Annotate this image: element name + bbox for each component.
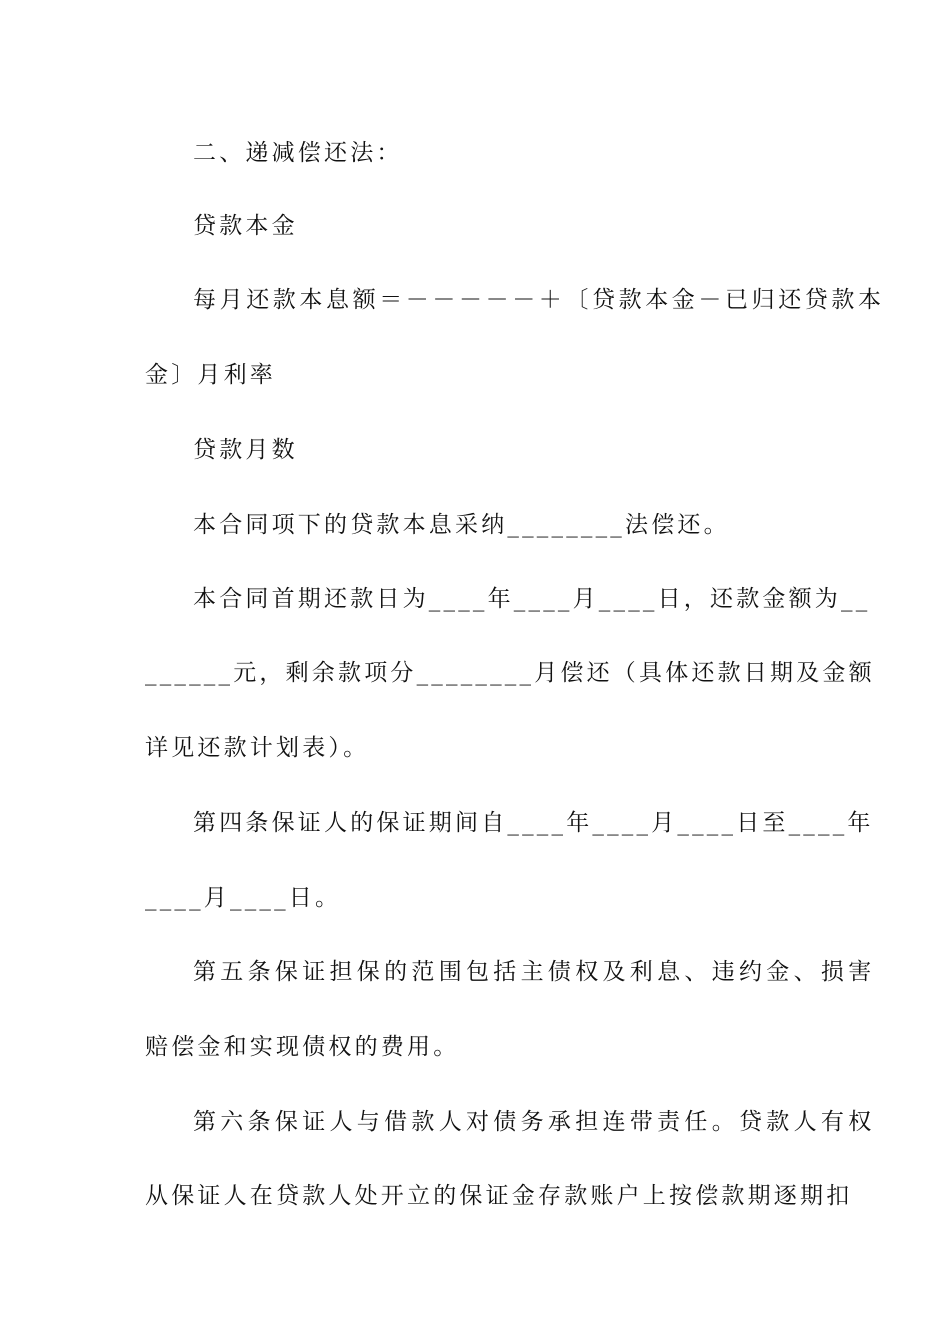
article-six-continued: 从保证人在贷款人处开立的保证金存款账户上按偿款期逐期扣 (145, 1183, 853, 1209)
paragraph-first-repayment: 本合同首期还款日为____年____月____日，还款金额为__ (193, 586, 871, 612)
paragraph-first-repayment-end: 详见还款计划表）。 (145, 735, 370, 761)
paragraph-repayment-method: 本合同项下的贷款本息采纳________法偿还。 (193, 512, 730, 538)
paragraph-first-repayment-continued: ______元，剩余款项分________月偿还（具体还款日期及金额 (145, 660, 875, 686)
section-heading: 二、递减偿还法： (193, 140, 403, 166)
formula-numerator: 贷款本金 (193, 213, 298, 239)
article-six: 第六条保证人与借款人对债务承担连带责任。贷款人有权 (193, 1109, 876, 1135)
article-five: 第五条保证担保的范围包括主债权及利息、违约金、损害 (193, 959, 876, 985)
formula-denominator: 贷款月数 (193, 437, 298, 463)
article-five-continued: 赔偿金和实现债权的费用。 (145, 1034, 460, 1060)
article-four: 第四条保证人的保证期间自____年____月____日至____年 (193, 810, 874, 836)
formula-line-continued: 金〕月利率 (145, 362, 276, 388)
article-four-continued: ____月____日。 (145, 885, 342, 911)
formula-line: 每月还款本息额＝－－－－－＋〔贷款本金－已归还贷款本 (193, 287, 885, 313)
